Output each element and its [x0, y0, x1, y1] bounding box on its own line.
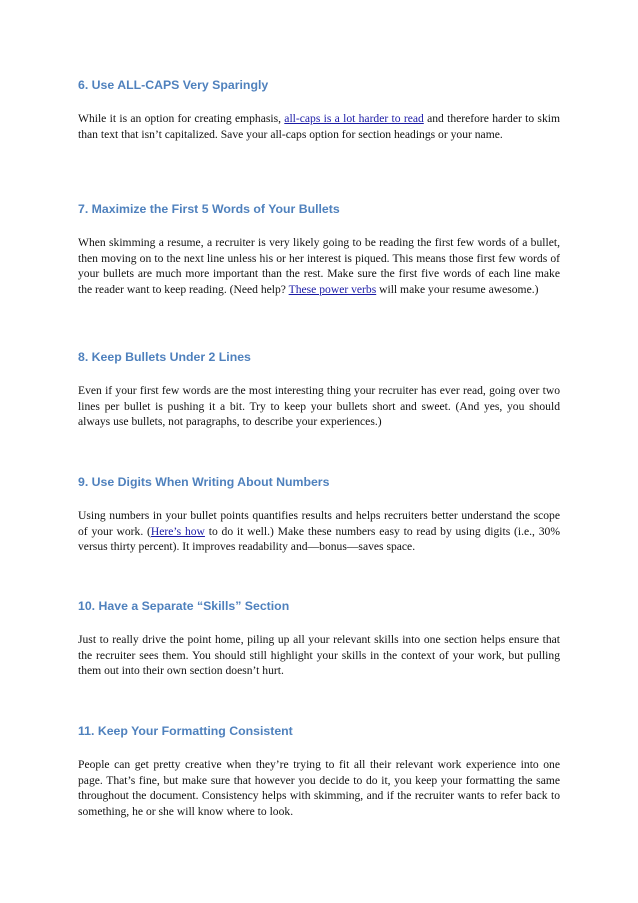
heres-how-link[interactable]: Here’s how	[150, 524, 205, 538]
section-use-all-caps-sparingly	[78, 76, 560, 142]
section-paragraph	[78, 235, 560, 297]
section-heading: 10. Have a Separate “Skills” Section	[78, 599, 290, 613]
paragraph-text: Using numbers in your bullet points quantifies results and helps recruiters better understand the scope of your work. (	[78, 509, 560, 538]
paragraph-text: to do it well.) Make these numbers easy to read by using digits (i.e., 30% versus thirty percent). It improves readability and—bonus—saves space.	[78, 524, 561, 554]
section-heading: 6. Use ALL-CAPS Very Sparingly	[78, 78, 269, 92]
section-paragraph: People can get pretty creative when they’re trying to fit all their relevant work experience into one page. That’s fine, but make sure that however you decide to do it, you keep your formatting the same throughout the document. Consistency helps with skimming, and if the recruiter wants to refer back to something, he or she will know where to look.	[78, 758, 560, 818]
section-separate-skills-section	[78, 597, 560, 679]
section-keep-formatting-consistent	[78, 722, 560, 819]
section-maximize-first-five-words	[78, 200, 560, 297]
section-paragraph	[78, 508, 560, 555]
paragraph-text: While it is an option for creating emphasis,	[78, 112, 285, 125]
section-paragraph: Just to really drive the point home, piling up all your relevant skills into one section helps ensure that the recruiter sees them. You should still highlight your skills in the context of your work, but pulling them out into their own section doesn’t hurt.	[78, 633, 560, 678]
section-heading: 9. Use Digits When Writing About Numbers	[78, 475, 330, 489]
section-heading: 7. Maximize the First 5 Words of Your Bullets	[78, 202, 340, 216]
all-caps-harder-to-read-link[interactable]: all-caps is a lot harder to read	[284, 112, 424, 125]
section-heading: 8. Keep Bullets Under 2 Lines	[78, 350, 251, 364]
section-keep-bullets-under-two-lines	[78, 348, 560, 430]
section-paragraph: Even if your first few words are the most interesting thing your recruiter has ever read, going over two lines per bullet is pushing it a bit. Try to keep your bullets short and sweet. (And yes, you should always use bullets, not paragraphs, to describe your experiences.)	[78, 384, 560, 429]
section-heading: 11. Keep Your Formatting Consistent	[78, 724, 293, 738]
power-verbs-link[interactable]: These power verbs	[288, 282, 377, 296]
paragraph-text: When skimming a resume, a recruiter is very likely going to be reading the first few words of a bullet, then moving on to the next line unless his or her interest is piqued. This means those first few words of your bullets are much more important than the rest. Make sure the first five words of each line make the reader want to keep reading. (Need help?	[78, 236, 560, 296]
section-use-digits-for-numbers	[78, 473, 560, 555]
section-paragraph	[78, 111, 560, 142]
paragraph-text: will make your resume awesome.)	[376, 282, 539, 296]
paragraph-text: and therefore harder to skim than text that isn’t capitalized. Save your all-caps option for section headings or your name.	[78, 112, 560, 141]
